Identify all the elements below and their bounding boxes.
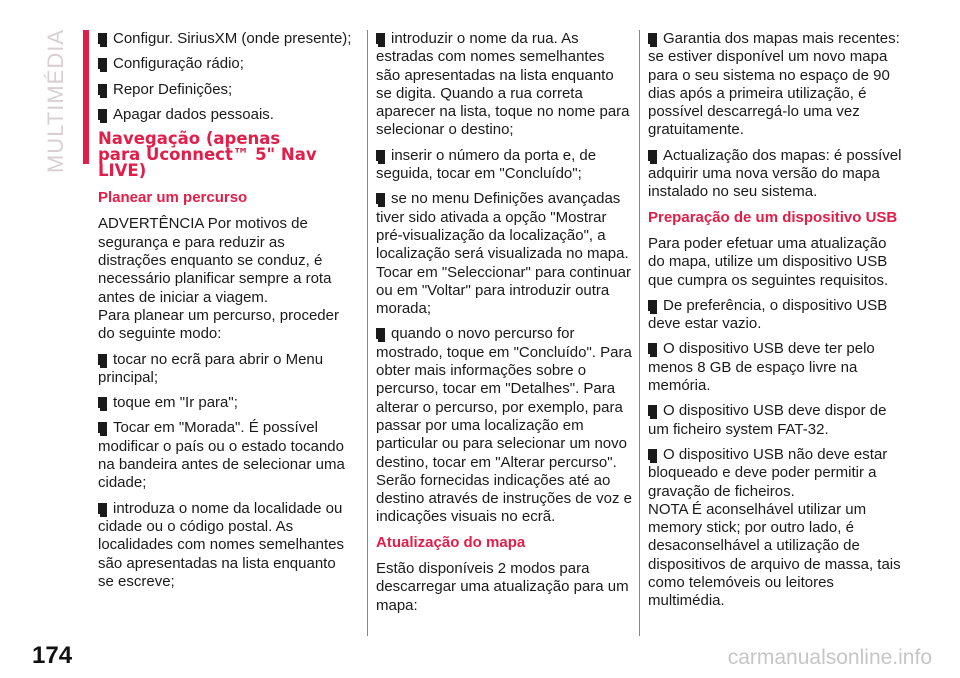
column-divider	[367, 30, 368, 636]
square-bullet-icon	[98, 58, 107, 69]
column-2	[376, 30, 632, 622]
square-bullet-icon	[98, 397, 107, 408]
page-number: 174	[32, 642, 73, 669]
warning-text: ADVERTÊNCIA Por motivos de segurança e para reduzir as distrações enquanto se conduz, é necessário planificar sempre a rota antes de iniciar a viagem.	[98, 215, 332, 306]
square-bullet-icon	[376, 33, 385, 44]
list-item: O dispositivo USB deve ter pelo menos 8 GB de espaço livre na memória.	[648, 340, 875, 395]
list-item: inserir o número da porta e, de seguida, tocar em "Concluído";	[376, 146, 597, 183]
section-tab	[36, 28, 76, 174]
section-accent-bar	[83, 30, 89, 164]
list-item: O dispositivo USB não deve estar bloqueado e deve poder permitir a gravação de ficheiros.	[648, 445, 888, 500]
column-divider	[639, 30, 640, 636]
square-bullet-icon	[376, 193, 385, 204]
paragraph: Para poder efetuar uma atualização do mapa, utilize um dispositivo USB que cumpra os seguintes requisitos.	[648, 234, 889, 289]
list-item: Configur. SiriusXM (onde presente);	[98, 30, 354, 48]
square-bullet-icon	[98, 354, 107, 365]
list-item: De preferência, o dispositivo USB deve estar vazio.	[648, 296, 888, 333]
column-3	[648, 30, 904, 618]
list-item: O dispositivo USB deve dispor de um ficheiro system FAT-32.	[648, 402, 887, 438]
square-bullet-icon	[648, 343, 657, 354]
list-item: introduzir o nome da rua. As estradas com nomes semelhantes são apresentadas na lista enquanto se digita. Quando a rua correta aparecer na lista, toque no nome para selecionar o destino;	[376, 30, 630, 139]
square-bullet-icon	[98, 109, 107, 120]
square-bullet-icon	[648, 33, 657, 44]
list-item: Tocar em "Morada". É possível modificar o país ou o estado tocando na bandeira antes de selecionar uma cidade;	[98, 419, 345, 492]
list-item: toque em "Ir para";	[98, 394, 354, 412]
square-bullet-icon	[648, 449, 657, 460]
list-item: introduza o nome da localidade ou cidade ou o código postal. As localidades com nomes semelhantes são apresentadas na lista enquanto se escreve;	[98, 499, 344, 590]
square-bullet-icon	[98, 33, 107, 44]
paragraph: Para planear um percurso, proceder do seguinte modo:	[98, 306, 339, 343]
list-item: tocar no ecrã para abrir o Menu principal;	[98, 350, 324, 386]
list-item: Garantia dos mapas mais recentes: se estiver disponível um novo mapa para o seu sistema no espaço de 90 dias após a primeira utilização, é possível descarregá-lo uma vez gratuitamente.	[648, 30, 900, 139]
section-label: MULTIMÉDIA	[43, 28, 69, 174]
list-item: Apagar dados pessoais.	[98, 106, 354, 124]
square-bullet-icon	[376, 150, 385, 161]
column-1	[98, 30, 354, 598]
square-bullet-icon	[376, 328, 385, 339]
square-bullet-icon	[98, 422, 107, 433]
list-item: quando o novo percurso for mostrado, toque em "Concluído". Para obter mais informações sobre o percurso, tocar em "Detalhes". Para alterar o percurso, por exemplo, para passar por uma localização em particular ou para selecionar um novo destino, tocar em "Alterar percurso". Serão fornecidas indicações até ao destino através de instruções de voz e indicações visuais no ecrã.	[376, 325, 632, 526]
square-bullet-icon	[648, 150, 657, 161]
square-bullet-icon	[648, 300, 657, 311]
list-item: Configuração rádio;	[98, 55, 354, 73]
square-bullet-icon	[98, 503, 107, 514]
note-text: NOTA É aconselhável utilizar um memory stick; por outro lado, é desaconselhável a utilização de dispositivos de arquivo de massa, tais como telemóveis ou leitores multimédia.	[648, 500, 901, 610]
subheading: Atualização do mapa	[376, 533, 526, 551]
subheading: Planear um percurso	[98, 189, 248, 207]
subheading: Preparação de um dispositivo USB	[648, 208, 898, 226]
section-heading: Navegação (apenas para Uconnect™ 5" Nav LIVE)	[98, 129, 317, 181]
list-item: se no menu Definições avançadas tiver sido ativada a opção "Mostrar pré-visualização da localização", a localização será visualizada no mapa. Tocar em "Seleccionar" para continuar ou em "Voltar" para introduzir outra morada;	[376, 190, 631, 318]
square-bullet-icon	[98, 84, 107, 95]
square-bullet-icon	[648, 405, 657, 416]
list-item: Repor Definições;	[98, 81, 354, 99]
paragraph: Estão disponíveis 2 modos para descarregar uma atualização para um mapa:	[376, 560, 629, 614]
list-item: Actualização dos mapas: é possível adquirir uma nova versão do mapa instalado no seu sistema.	[648, 146, 902, 201]
watermark: carmanualsonline.info	[727, 646, 932, 669]
